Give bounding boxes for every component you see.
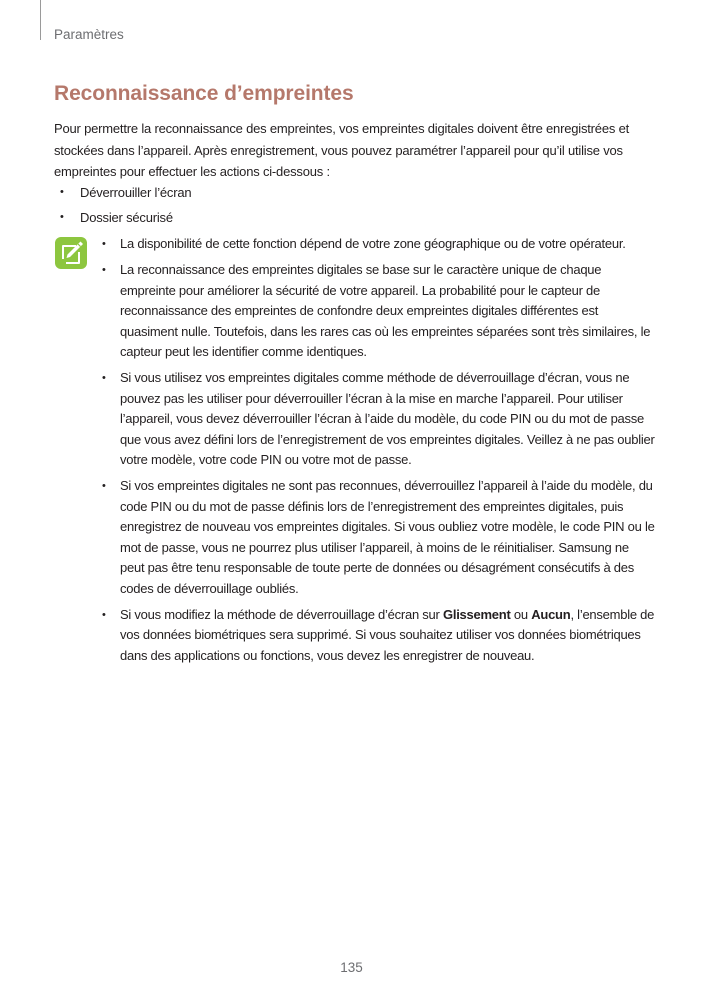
list-item [54, 182, 654, 204]
bullet: • [102, 480, 106, 492]
bullet: • [102, 264, 106, 276]
note-text: Si vous utilisez vos empreintes digitales comme méthode de déverrouillage d’écran, vous ne pouvez pas les utiliser pour déverrouiller l’écran à la mise en marche l’appareil. Pour utiliser l’appareil, vous devez déverrouiller l’écran à l’aide du modèle, du code PIN ou du mot de passe que vous avez défini lors de l’enregistrement de vos empreintes digitales. Veillez à ne pas oublier votre modèle, votre code PIN ou votre mot de passe. [120, 370, 655, 467]
note-text [120, 607, 654, 663]
bullet: • [102, 238, 106, 250]
note-item [96, 605, 656, 667]
note-item [96, 234, 656, 255]
note-text-part: , l’ensemble de vos données biométriques sera supprimé. Si vous souhaitez utiliser vos données biométriques dans des applications ou fonctions, vous devez les enregistrer de nouveau. [120, 606, 655, 663]
note-item [96, 368, 656, 471]
note-text-part: Si vous modifiez la méthode de déverrouillage d’écran sur [120, 606, 443, 622]
intro-paragraph: Pour permettre la reconnaissance des empreintes, vos empreintes digitales doivent être enregistrées et stockées dans l’appareil. Après enregistrement, vous pouvez paramétrer l’appareil pour qu’il utilise vos empreintes pour effectuer les actions ci-dessous : [54, 121, 630, 179]
bullet: • [102, 372, 106, 384]
list-item-text: Déverrouiller l’écran [80, 185, 192, 200]
list-item-text: Dossier sécurisé [80, 209, 173, 225]
note-pencil-icon [54, 236, 88, 270]
bullet: • [102, 608, 106, 621]
bullet: • [60, 210, 64, 223]
page-number: 135 [340, 960, 363, 975]
notes-list [96, 234, 656, 672]
option-glissement: Glissement [442, 606, 511, 622]
list-item [54, 207, 654, 229]
note-text-part: ou [510, 606, 532, 622]
section-title: Reconnaissance d’empreintes [54, 82, 354, 105]
bullet: • [60, 186, 64, 198]
running-header: Paramètres [54, 27, 124, 42]
option-aucun: Aucun [531, 606, 571, 622]
note-text: Si vos empreintes digitales ne sont pas reconnues, déverrouillez l’appareil à l’aide du modèle, du code PIN ou du mot de passe définis lors de l’enregistrement des empreintes digitales, puis enregistrez de nouveau vos empreintes digitales. Si vous oubliez votre modèle, le code PIN ou le mot de passe, vous ne pourrez plus utiliser l’appareil, à moins de le réinitialiser. Samsung ne peut pas être tenu responsable de toute perte de données ou désagrément consécutifs à des codes de déverrouillage oubliés. [120, 478, 655, 596]
note-text: La disponibilité de cette fonction dépend de votre zone géographique ou de votre opérateur. [120, 236, 626, 251]
note-text: La reconnaissance des empreintes digitales se base sur le caractère unique de chaque empreinte pour améliorer la sécurité de votre appareil. La probabilité pour le capteur de reconnaissance des empreintes de confondre deux empreintes digitales différentes est quasiment nulle. Toutefois, dans les rares cas où les empreintes séparées sont très similaires, le capteur peut les identifier comme identiques. [120, 262, 651, 359]
note-item [96, 260, 656, 363]
header-rule [40, 0, 41, 40]
note-item [96, 476, 656, 599]
actions-list [54, 182, 654, 231]
